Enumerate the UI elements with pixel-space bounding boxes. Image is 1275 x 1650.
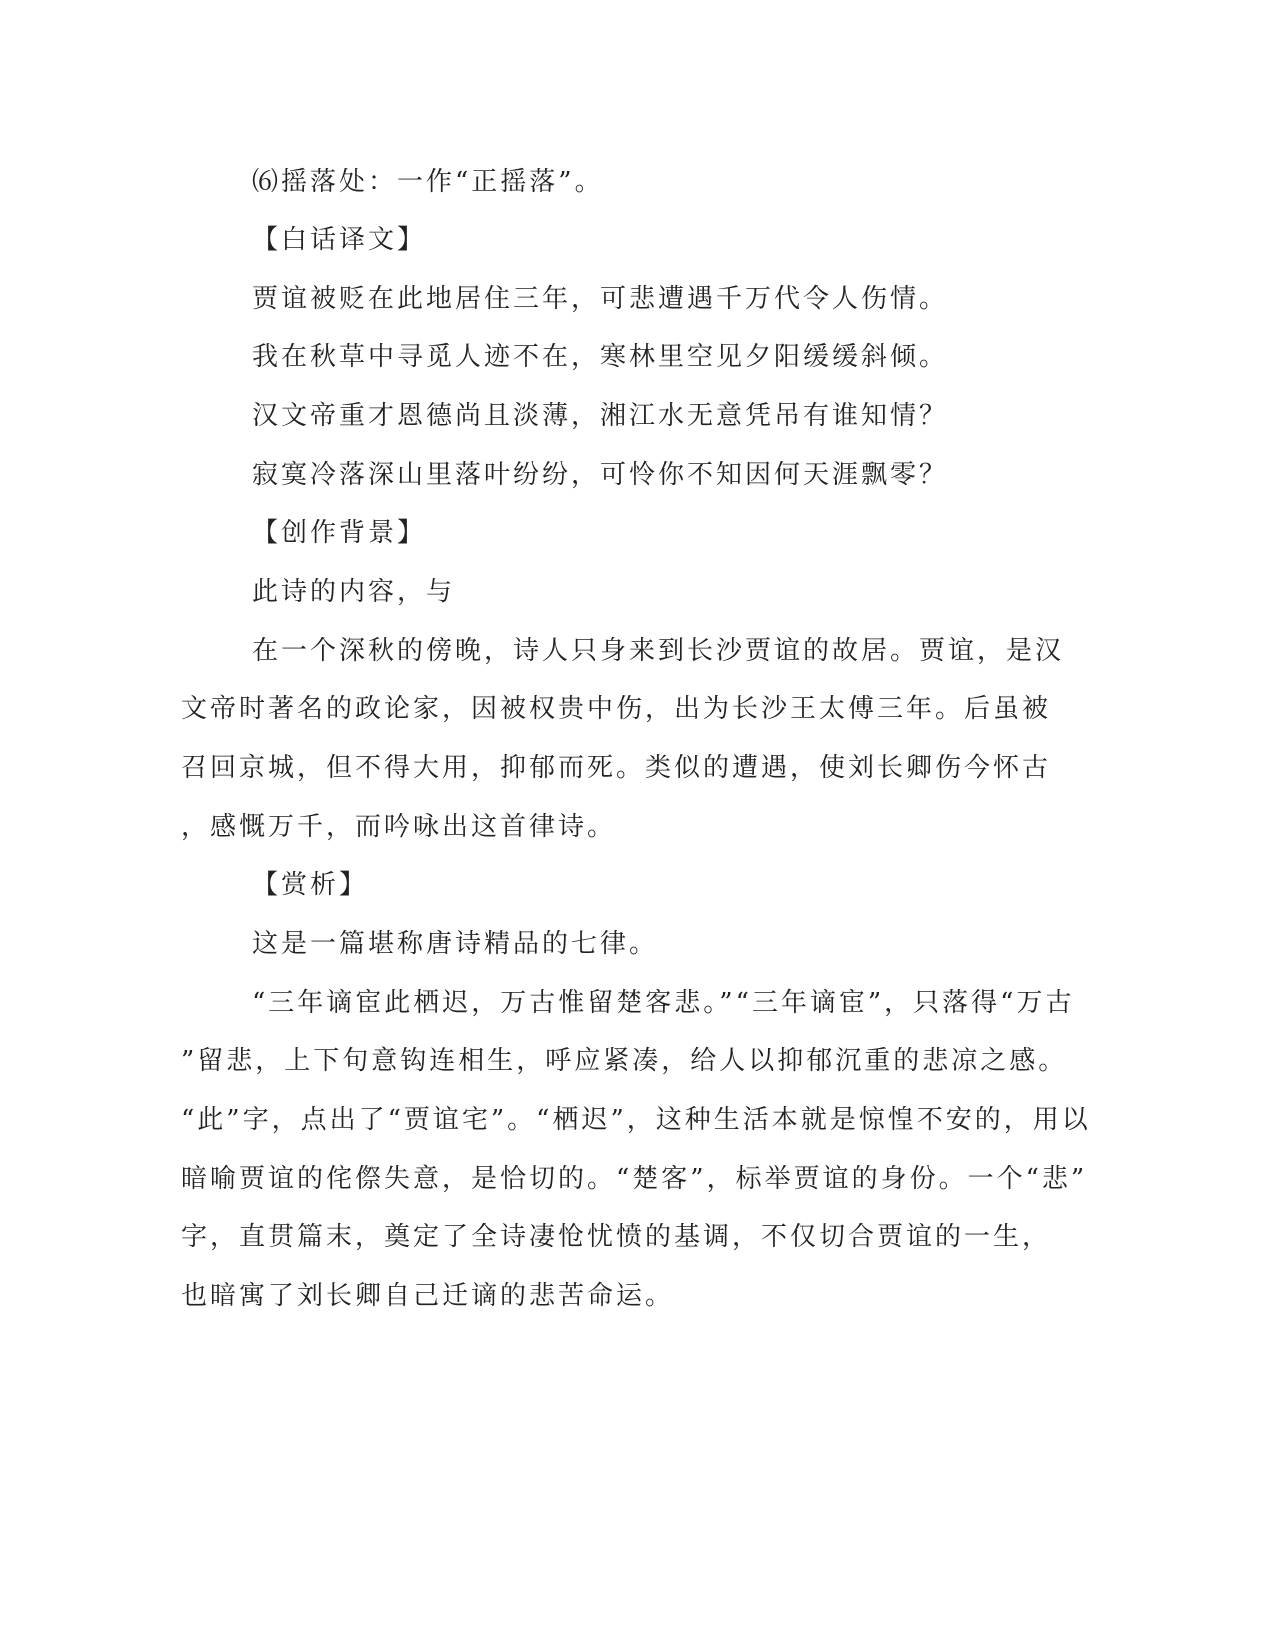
translation-line-3: 汉文帝重才恩德尚且淡薄，湘江水无意凭吊有谁知情？ (252, 401, 949, 431)
translation-line-4: 寂寞冷落深山里落叶纷纷，可怜你不知因何天涯飘零？ (252, 460, 949, 490)
background-heading: 【创作背景】 (252, 518, 427, 548)
appreciation-line-2: ”留悲，上下句意钩连相生，呼应紧凑，给人以抑郁沉重的悲凉之感。 (181, 1046, 1068, 1076)
background-line-3: 召回京城，但不得大用，抑郁而死。类似的遭遇，使刘长卿伤今怀古 (181, 753, 1052, 783)
appreciation-heading: 【赏析】 (252, 870, 369, 900)
appreciation-line-5: 字，直贯篇末，奠定了全诗凄怆忧愤的基调，不仅切合贾谊的一生， (181, 1222, 1052, 1252)
translation-line-1: 贾谊被贬在此地居住三年，可悲遭遇千万代令人伤情。 (252, 284, 949, 314)
background-line-2: 文帝时著名的政论家，因被权贵中伤，出为长沙王太傅三年。后虽被 (181, 694, 1052, 724)
background-intro: 此诗的内容，与 (252, 577, 456, 607)
note-6-line: ⑹摇落处：一作“正摇落”。 (252, 167, 604, 197)
appreciation-intro: 这是一篇堪称唐诗精品的七律。 (252, 929, 659, 959)
background-line-4: ，感慨万千，而吟咏出这首律诗。 (181, 812, 617, 842)
translation-line-2: 我在秋草中寻觅人迹不在，寒林里空见夕阳缓缓斜倾。 (252, 342, 949, 372)
appreciation-line-3: “此”字，点出了“贾谊宅”。“栖迟”，这种生活本就是惊惶不安的，用以 (181, 1105, 1091, 1135)
background-line-1: 在一个深秋的傍晚，诗人只身来到长沙贾谊的故居。贾谊，是汉 (252, 636, 1065, 666)
translation-heading: 【白话译文】 (252, 225, 427, 255)
appreciation-line-1: “三年谪宦此栖迟，万古惟留楚客悲。”“三年谪宦”，只落得“万古 (252, 988, 1075, 1018)
appreciation-line-6: 也暗寓了刘长卿自己迁谪的悲苦命运。 (181, 1281, 675, 1311)
appreciation-line-4: 暗喻贾谊的侘傺失意，是恰切的。“楚客”，标举贾谊的身份。一个“悲” (181, 1164, 1088, 1194)
